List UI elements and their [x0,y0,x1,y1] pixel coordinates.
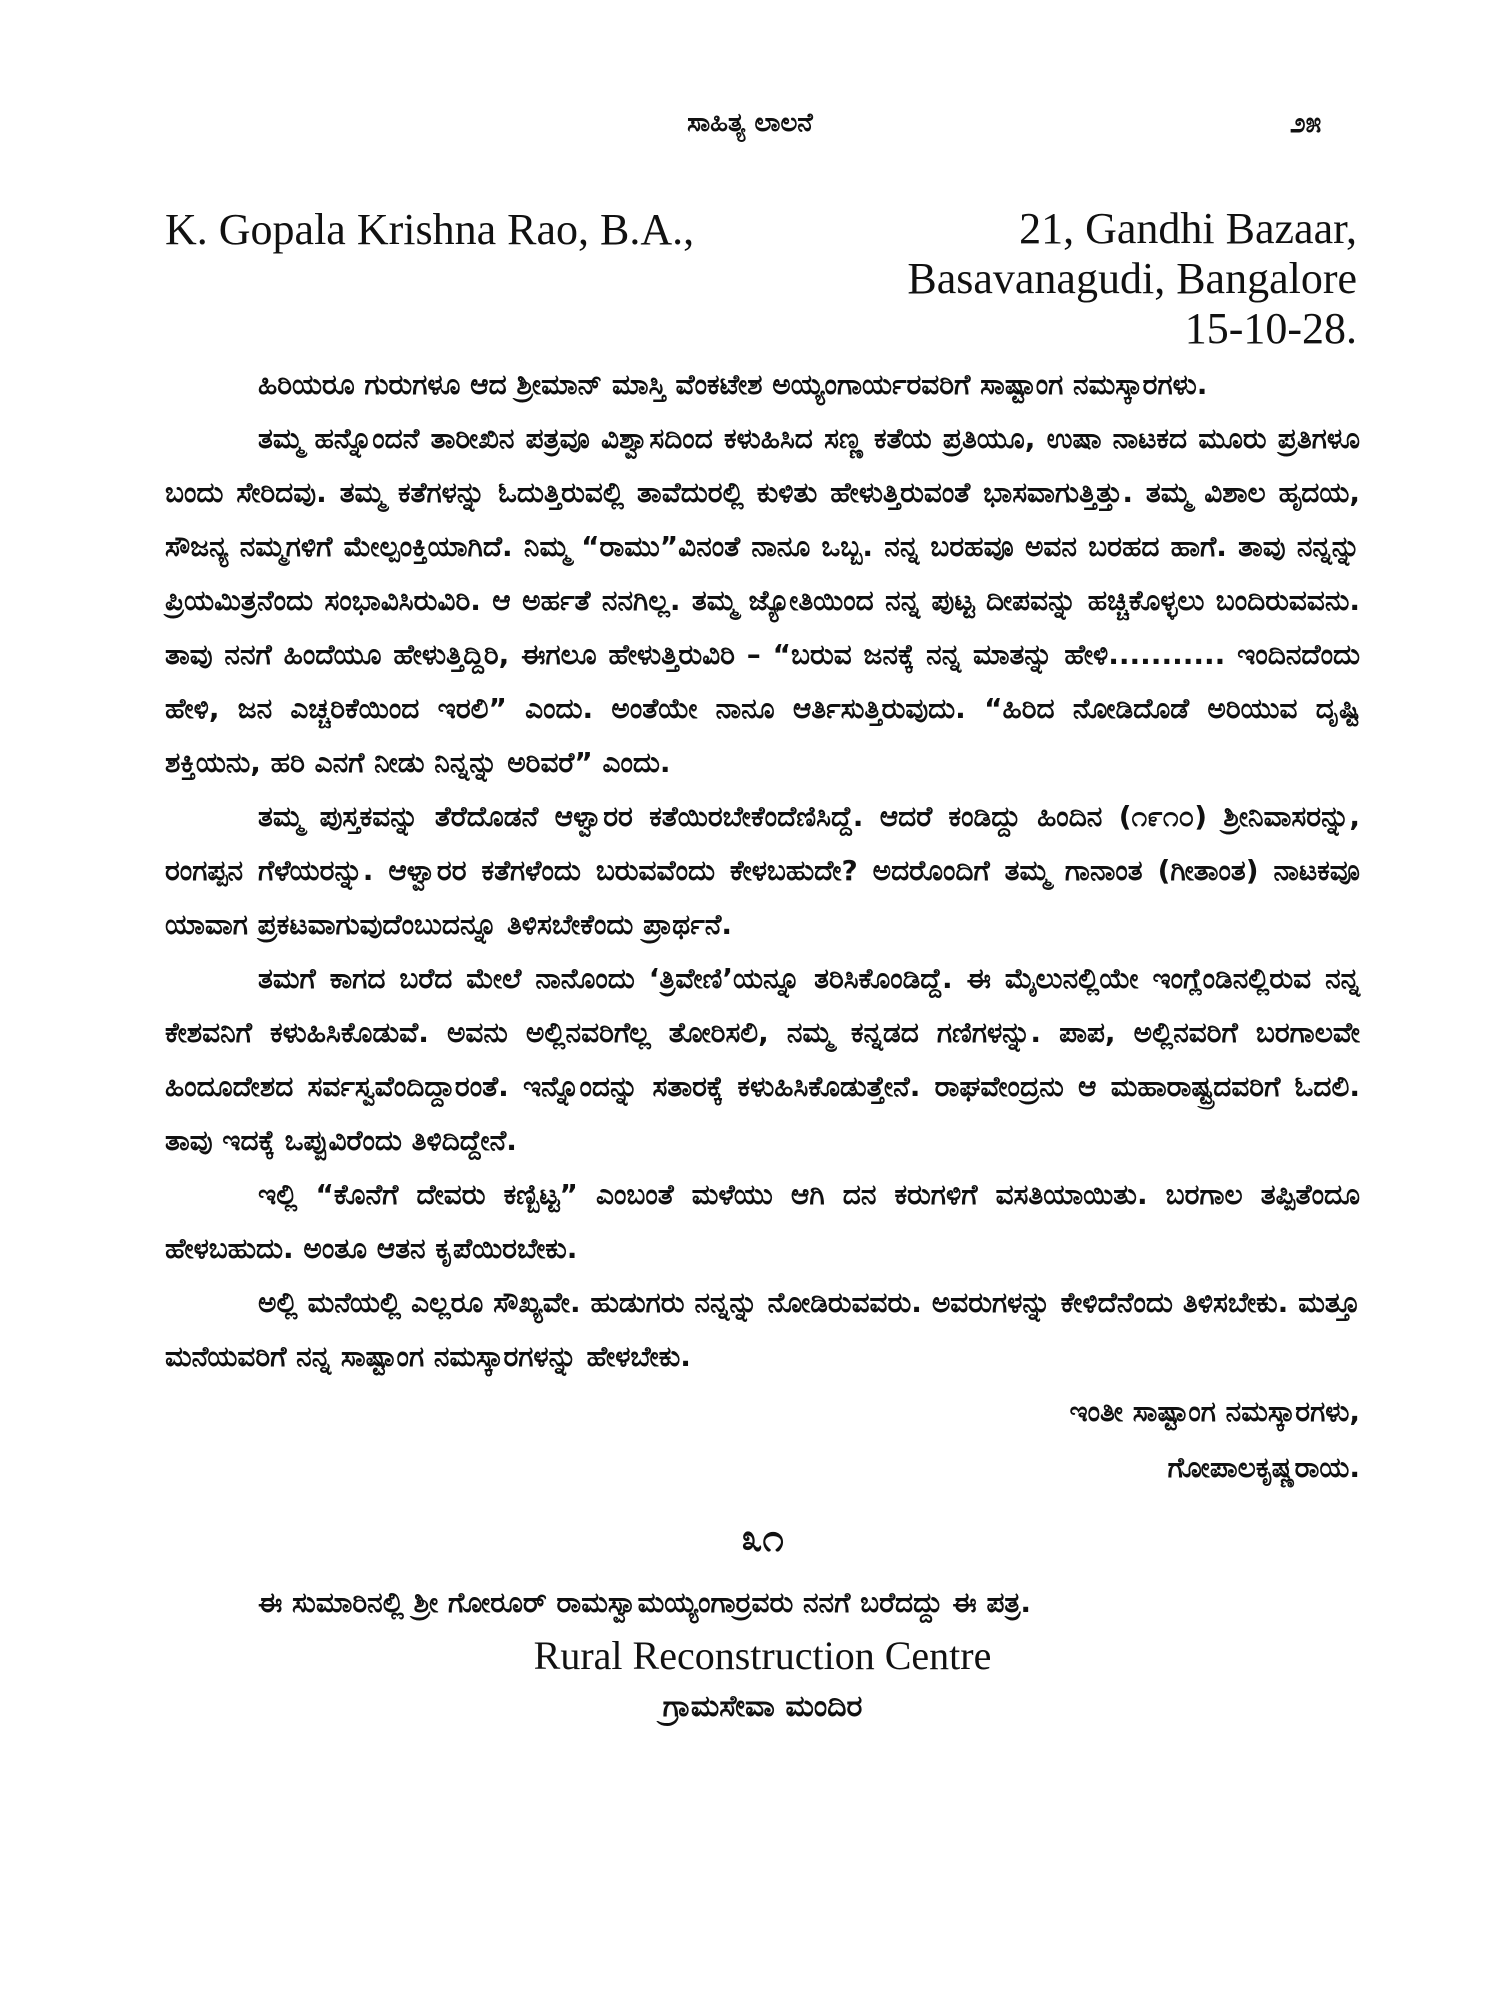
salutation-paragraph: ಹಿರಿಯರೂ ಗುರುಗಳೂ ಆದ ಶ್ರೀಮಾನ್ ಮಾಸ್ತಿ ವೆಂಕಟೇಶ ಅಯ್ಯಂಗಾರ್ಯರವರಿಗೆ ಸಾಷ್ಟಾಂಗ ನಮಸ್ಕಾರಗಳು. [258,368,1208,401]
section-intro: ಈ ಸುಮಾರಿನಲ್ಲಿ ಶ್ರೀ ಗೋರೂರ್ ರಾಮಸ್ವಾಮಯ್ಯಂಗಾರ್ರವರು ನನಗೆ ಬರೆದದ್ದು ಈ ಪತ್ರ. [258,1586,1032,1619]
body-paragraph: ತಮ್ಮ ಪುಸ್ತಕವನ್ನು ತೆರೆದೊಡನೆ ಆಳ್ವಾರರ ಕತೆಯಿರಬೇಕೆಂದೆಣಿಸಿದ್ದೆ. ಆದರೆ ಕಂಡಿದ್ದು ಹಿಂದಿನ (೧೯೧೦) ಶ್ರೀನಿವಾಸರನ್ನು, ರಂಗಪ್ಪನ ಗೆಳೆಯರನ್ನು. ಆಳ್ವಾರರ ಕತೆಗಳೆಂದು ಬರುವವೆಂದು ಕೇಳಬಹುದೇ? ಅದರೊಂದಿಗೆ ತಮ್ಮ ಗಾನಾಂತ (ಗೀತಾಂತ) ನಾಟಕವೂ ಯಾವಾಗ ಪ್ರಕಟವಾಗುವುದೆಂಬುದನ್ನೂ ತಿಳಿಸಬೇಕೆಂದು ಪ್ರಾರ್ಥನೆ. [165,800,1360,941]
body-paragraph: ತಮಗೆ ಕಾಗದ ಬರೆದ ಮೇಲೆ ನಾನೊಂದು ‘ತ್ರಿವೇಣಿ’ಯನ್ನೂ ತರಿಸಿಕೊಂಡಿದ್ದೆ. ಈ ಮೈಲುನಲ್ಲಿಯೇ ಇಂಗ್ಲೆಂಡಿನಲ್ಲಿರುವ ನನ್ನ ಕೇಶವನಿಗೆ ಕಳುಹಿಸಿಕೊಡುವೆ. ಅವನು ಅಲ್ಲಿನವರಿಗೆಲ್ಲ ತೋರಿಸಲಿ, ನಮ್ಮ ಕನ್ನಡದ ಗಣಿಗಳನ್ನು. ಪಾಪ, ಅಲ್ಲಿನವರಿಗೆ ಬರಗಾಲವೇ ಹಿಂದೂದೇಶದ ಸರ್ವಸ್ವವೆಂದಿದ್ದಾರಂತೆ. ಇನ್ನೊಂದನ್ನು ಸತಾರಕ್ಕೆ ಕಳುಹಿಸಿಕೊಡುತ್ತೇನೆ. ರಾಘವೇಂದ್ರನು ಆ ಮಹಾರಾಷ್ಟ್ರದವರಿಗೆ ಓದಲಿ. ತಾವು ಇದಕ್ಕೆ ಒಪ್ಪುವಿರೆಂದು ತಿಳಿದಿದ್ದೇನೆ. [165,962,1360,1157]
body-paragraph: ಅಲ್ಲಿ ಮನೆಯಲ್ಲಿ ಎಲ್ಲರೂ ಸೌಖ್ಯವೇ. ಹುಡುಗರು ನನ್ನನ್ನು ನೋಡಿರುವವರು. ಅವರುಗಳನ್ನು ಕೇಳಿದೆನೆಂದು ತಿಳಿಸಬೇಕು. ಮತ್ತೂ ಮನೆಯವರಿಗೆ ನನ್ನ ಸಾಷ್ಟಾಂಗ ನಮಸ್ಕಾರಗಳನ್ನು ಹೇಳಬೇಕು. [165,1286,1360,1373]
section-number: ೩೧ [741,1516,784,1560]
letter-closing: ಇಂತೀ ಸಾಷ್ಟಾಂಗ ನಮಸ್ಕಾರಗಳು, [1069,1395,1360,1428]
letter-signature: ಗೋಪಾಲಕೃಷ್ಣರಾಯ. [1167,1451,1360,1484]
body-paragraph: ತಮ್ಮ ಹನ್ನೊಂದನೆ ತಾರೀಖಿನ ಪತ್ರವೂ ವಿಶ್ವಾಸದಿಂದ ಕಳುಹಿಸಿದ ಸಣ್ಣ ಕತೆಯ ಪ್ರತಿಯೂ, ಉಷಾ ನಾಟಕದ ಮೂರು ಪ್ರತಿಗಳೂ ಬಂದು ಸೇರಿದವು. ತಮ್ಮ ಕತೆಗಳನ್ನು ಓದುತ್ತಿರುವಲ್ಲಿ ತಾವೆದುರಲ್ಲಿ ಕುಳಿತು ಹೇಳುತ್ತಿರುವಂತೆ ಭಾಸವಾಗುತ್ತಿತ್ತು. ತಮ್ಮ ವಿಶಾಲ ಹೃದಯ, ಸೌಜನ್ಯ ನಮ್ಮಗಳಿಗೆ ಮೇಲ್ಪಂಕ್ತಿಯಾಗಿದೆ. ನಿಮ್ಮ “ರಾಮು”ವಿನಂತೆ ನಾನೂ ಒಬ್ಬ. ನನ್ನ ಬರಹವೂ ಅವನ ಬರಹದ ಹಾಗೆ. ತಾವು ನನ್ನನ್ನು ಪ್ರಿಯಮಿತ್ರನೆಂದು ಸಂಭಾವಿಸಿರುವಿರಿ. ಆ ಅರ್ಹತೆ ನನಗಿಲ್ಲ. ತಮ್ಮ ಜ್ಯೋತಿಯಿಂದ ನನ್ನ ಪುಟ್ಟ ದೀಪವನ್ನು ಹಚ್ಚಿಕೊಳ್ಳಲು ಬಂದಿರುವವನು. ತಾವು ನನಗೆ ಹಿಂದೆಯೂ ಹೇಳುತ್ತಿದ್ದಿರಿ, ಈಗಲೂ ಹೇಳುತ್ತಿರುವಿರಿ – “ಬರುವ ಜನಕ್ಕೆ ನನ್ನ ಮಾತನ್ನು ಹೇಳಿ........... ಇಂದಿನದೆಂದು ಹೇಳಿ, ಜನ ಎಚ್ಚರಿಕೆಯಿಂದ ಇರಲಿ” ಎಂದು. ಅಂತೆಯೇ ನಾನೂ ಆರ್ತಿಸುತ್ತಿರುವುದು. “ಹಿರಿದ ನೋಡಿದೊಡೆ ಅರಿಯುವ ದೃಷ್ಟಿ ಶಕ್ತಿಯನು, ಹರಿ ಎನಗೆ ನೀಡು ನಿನ್ನನ್ನು ಅರಿವರೆ” ಎಂದು. [165,422,1360,779]
org-name-english: Rural Reconstruction Centre [533,1633,992,1678]
org-name-kannada: ಗ್ರಾಮಸೇವಾ ಮಂದಿರ [662,1689,863,1724]
letter-sender: K. Gopala Krishna Rao, B.A., [165,205,695,254]
running-title: ಸಾಹಿತ್ಯ ಲಾಲನೆ [687,108,813,138]
page-number: ೨೫ [1290,106,1322,139]
letter-date: 15-10-28. [1184,304,1357,353]
body-paragraph: ಇಲ್ಲಿ “ಕೊನೆಗೆ ದೇವರು ಕಣ್ಬಿಟ್ಟ” ಎಂಬಂತೆ ಮಳೆಯು ಆಗಿ ದನ ಕರುಗಳಿಗೆ ವಸತಿಯಾಯಿತು. ಬರಗಾಲ ತಪ್ಪಿತೆಂದೂ ಹೇಳಬಹುದು. ಅಂತೂ ಆತನ ಕೃಪೆಯಿರಬೇಕು. [165,1178,1360,1265]
letter-address [907,204,1357,354]
letter-body [165,358,1360,1732]
address-line: Basavanagudi, Bangalore [907,254,1357,303]
address-line: 21, Gandhi Bazaar, [1019,204,1357,253]
